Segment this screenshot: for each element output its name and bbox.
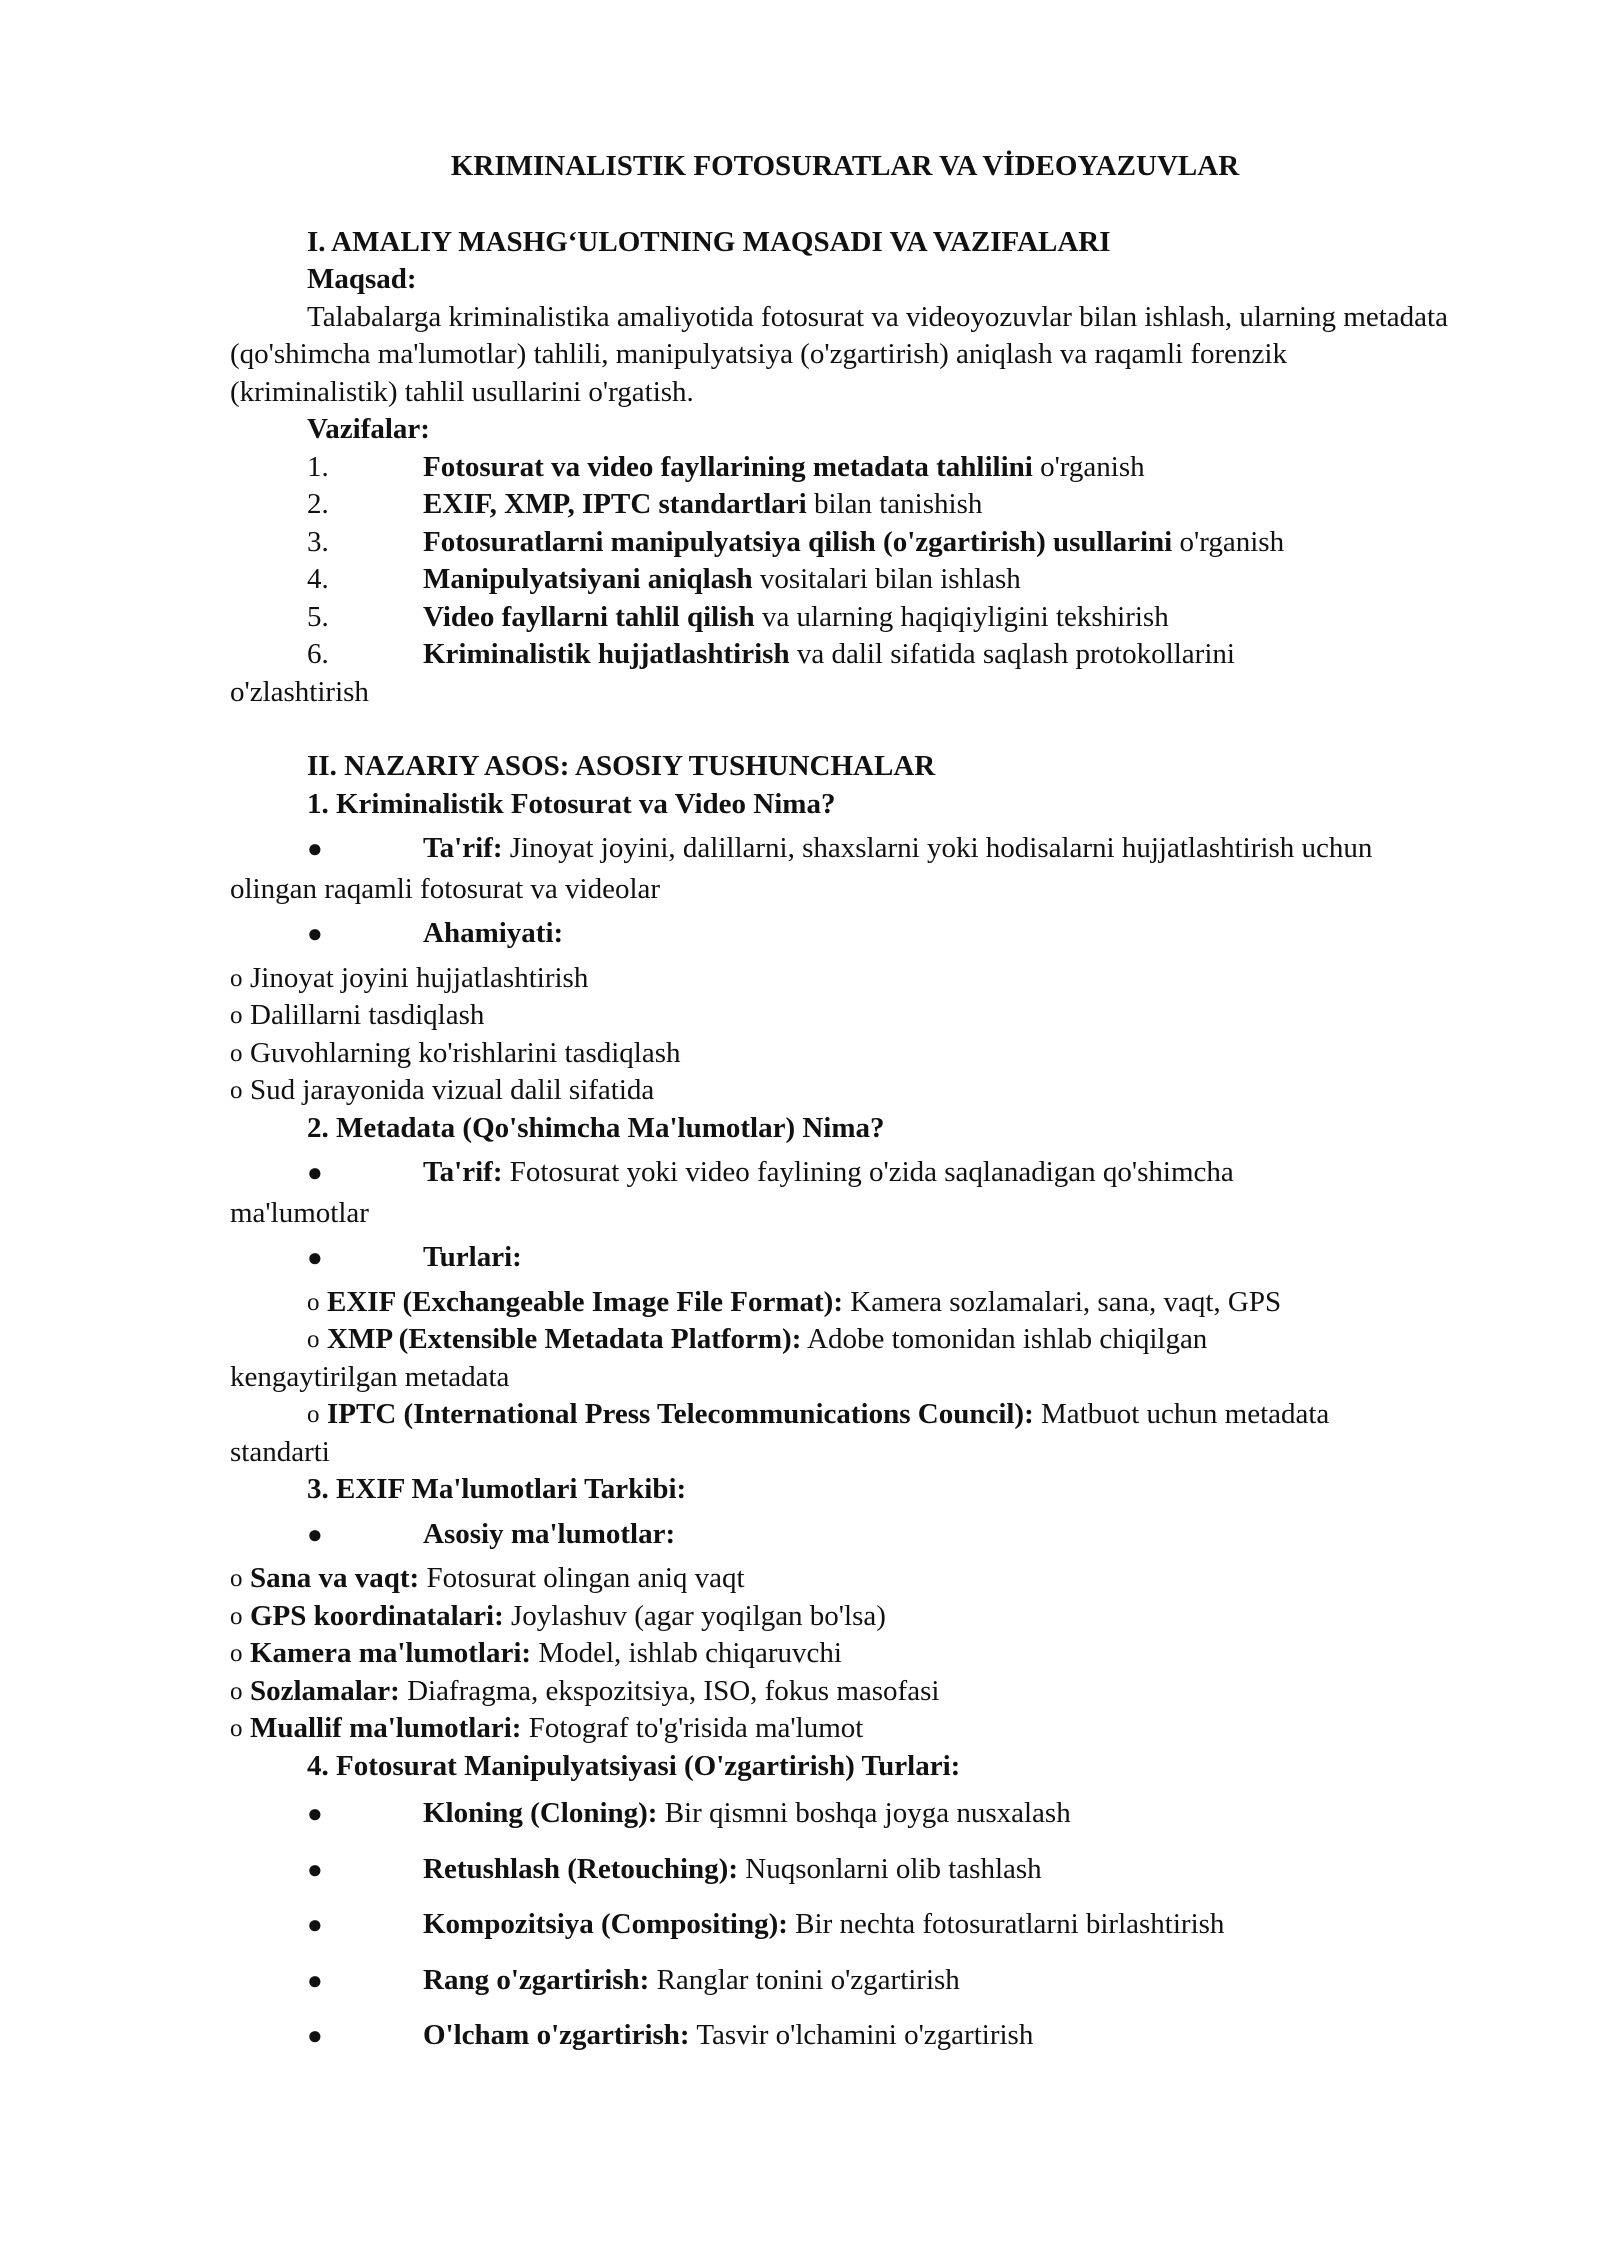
circle-icon: o — [230, 1677, 243, 1705]
importance-label: Ahamiyati: — [423, 917, 564, 949]
bullet-item: ● Rang o'zgartirish: Ranglar tonini o'zgartirish — [307, 1962, 1460, 2000]
bullet-icon: ● — [307, 1519, 323, 1549]
circle-icon: o — [307, 1288, 320, 1316]
types-label: Turlari: — [423, 1241, 522, 1273]
circle-icon: o — [230, 1715, 243, 1742]
task-bold: Kriminalistik hujjatlashtirish — [423, 638, 790, 670]
task-text: va dalil sifatida saqlash protokollarini — [796, 638, 1235, 670]
task-continuation: o'zlashtirish — [230, 675, 369, 708]
bullet-item: ● Kloning (Cloning): Bir qismni boshqa joyga nusxalash — [307, 1795, 1460, 1833]
sub-item: o Sozlamalar: Diafragma, ekspozitsiya, ISO, fokus masofasi — [230, 1673, 1460, 1711]
bullet-icon: ● — [307, 1910, 323, 1939]
circle-icon: o — [230, 1077, 243, 1104]
task-text: o'rganish — [1179, 525, 1285, 558]
task-item — [307, 524, 1460, 562]
section-1-heading: I. AMALIY MASHG‘ULOTNING MAQSADI VA VAZIFALARI — [307, 225, 1111, 258]
circle-icon: o — [230, 1002, 243, 1029]
bullet-item — [307, 1239, 1460, 1277]
circle-icon: o — [230, 1565, 243, 1592]
task-number: 5. — [307, 600, 329, 633]
subsection-4-heading: 4. Fotosurat Manipulyatsiyasi (O'zgartirish) Turlari: — [307, 1749, 961, 1782]
circle-icon: o — [230, 1039, 243, 1067]
sub-item: o Sud jarayonida vizual dalil sifatida — [230, 1072, 1460, 1110]
sub-item: o Kamera ma'lumotlari: Model, ishlab chiqaruvchi — [230, 1635, 1460, 1673]
circle-icon: o — [230, 1602, 243, 1630]
sub-item: o Dalillarni tasdiqlash — [230, 997, 1460, 1035]
task-item — [307, 599, 1460, 637]
sub-item: o EXIF (Exchangeable Image File Format): Kamera sozlamalari, sana, vaqt, GPS — [307, 1284, 1460, 1322]
bullet-icon: ● — [307, 834, 323, 863]
circle-icon: o — [230, 1640, 243, 1667]
bullet-icon: ● — [307, 1158, 323, 1187]
bullet-icon: ● — [307, 2021, 323, 2050]
task-number: 1. — [307, 450, 329, 483]
definition-label: Ta'rif: — [423, 832, 503, 864]
task-text: o'rganish — [1040, 450, 1145, 483]
definition-label: Ta'rif: — [423, 1156, 503, 1188]
sub-item: o Guvohlarning ko'rishlarini tasdiqlash — [230, 1035, 1460, 1073]
task-bold: Fotosuratlarni manipulyatsiya qilish (o'zgartirish) usullarini — [423, 525, 1173, 558]
subsection-2-heading: 2. Metadata (Qo'shimcha Ma'lumotlar) Nima? — [307, 1111, 885, 1144]
bullet-item — [307, 1516, 1460, 1554]
bullet-item — [307, 915, 1460, 953]
sub-item: o XMP (Extensible Metadata Platform): Adobe tomonidan ishlab chiqilgan — [307, 1321, 1460, 1359]
goal-paragraph: Talabalarga kriminalistika amaliyotida fotosurat va videoyozuvlar bilan ishlash, ularning metadata (qo'shimcha ma'lumotlar) tahlili, manipulyatsiya (o'zgartirish) aniqlash va raqamli forenzik (kriminalistik) tahlil usullarini o'rgatish. — [230, 300, 1448, 408]
bullet-icon: ● — [307, 1243, 323, 1272]
bullet-icon: ● — [307, 919, 323, 948]
task-text: bilan tanishish — [814, 488, 983, 520]
task-bold: Manipulyatsiyani aniqlash — [423, 563, 753, 595]
definition-text: Jinoyat joyini, dalillarni, shaxslarni yoki hodisalarni hujjatlashtirish uchun — [509, 832, 1373, 864]
task-bold: Video fayllarni tahlil qilish — [423, 600, 755, 633]
bullet-continuation: olingan raqamli fotosurat va videolar — [230, 872, 661, 905]
sub-item-continuation: standarti — [230, 1435, 330, 1468]
task-bold: EXIF, XMP, IPTC standartlari — [423, 488, 807, 520]
bullet-continuation: ma'lumotlar — [230, 1196, 369, 1229]
task-text: vositalari bilan ishlash — [759, 563, 1021, 595]
bullet-item: ● Kompozitsiya (Compositing): Bir nechta fotosuratlarni birlashtirish — [307, 1906, 1460, 1944]
bullet-item — [307, 1154, 1460, 1192]
task-item — [307, 486, 1460, 524]
task-item — [307, 449, 1460, 487]
task-number: 4. — [307, 563, 329, 595]
task-item — [307, 636, 1460, 674]
bullet-icon: ● — [307, 1799, 323, 1828]
circle-icon: o — [307, 1326, 320, 1353]
bullet-item — [307, 830, 1460, 868]
subsection-3-heading: 3. EXIF Ma'lumotlari Tarkibi: — [307, 1473, 687, 1505]
sub-item: o Muallif ma'lumotlari: Fotograf to'g'risida ma'lumot — [230, 1710, 1460, 1748]
task-bold: Fotosurat va video fayllarining metadata tahlilini — [423, 450, 1033, 483]
subsection-1-heading: 1. Kriminalistik Fotosurat va Video Nima? — [307, 787, 836, 820]
tasks-heading: Vazifalar: — [307, 413, 430, 445]
circle-icon: o — [230, 964, 243, 992]
sub-item-continuation: kengaytirilgan metadata — [230, 1360, 510, 1393]
sub-item: o IPTC (International Press Telecommunications Council): Matbuot uchun metadata — [307, 1396, 1460, 1434]
task-number: 2. — [307, 488, 329, 520]
bullet-item: ● Retushlash (Retouching): Nuqsonlarni olib tashlash — [307, 1851, 1460, 1889]
bullet-icon: ● — [307, 1854, 323, 1884]
main-data-label: Asosiy ma'lumotlar: — [423, 1517, 676, 1550]
bullet-icon: ● — [307, 1965, 323, 1995]
definition-text: Fotosurat yoki video faylining o'zida saqlanadigan qo'shimcha — [509, 1156, 1234, 1188]
sub-item: o GPS koordinatalari: Joylashuv (agar yoqilgan bo'lsa) — [230, 1598, 1460, 1636]
sub-item: o Sana va vaqt: Fotosurat olingan aniq vaqt — [230, 1560, 1460, 1598]
bullet-item: ● O'lcham o'zgartirish: Tasvir o'lchamini o'zgartirish — [307, 2017, 1460, 2055]
task-number: 6. — [307, 638, 329, 670]
goal-heading: Maqsad: — [307, 263, 417, 295]
section-2-heading: II. NAZARIY ASOS: ASOSIY TUSHUNCHALAR — [307, 750, 936, 782]
task-item — [307, 561, 1460, 599]
tasks-list — [230, 449, 1460, 712]
sub-item: o Jinoyat joyini hujjatlashtirish — [230, 960, 1460, 998]
task-text: va ularning haqiqiyligini tekshirish — [761, 600, 1169, 633]
document-title: KRIMINALISTIK FOTOSURATLAR VA VİDEOYAZUVLAR — [450, 150, 1240, 182]
circle-icon: o — [307, 1401, 320, 1428]
task-number: 3. — [307, 525, 329, 558]
